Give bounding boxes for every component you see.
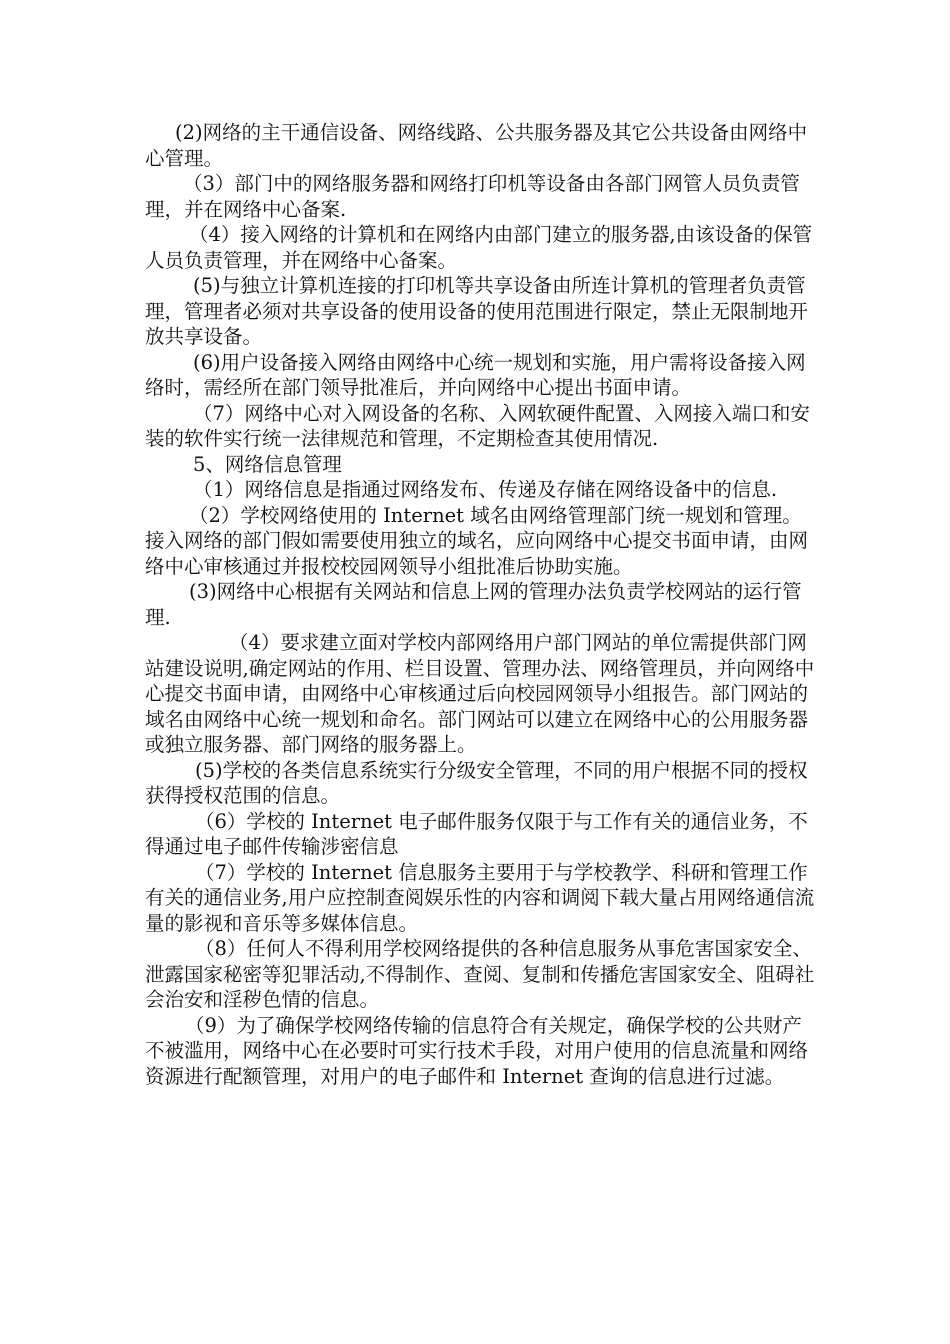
- paragraph-website-operation: (3)网络中心根据有关网站和信息上网的管理办法负责学校网站的运行管理.: [145, 580, 802, 629]
- paragraph-network-backbone: (2)网络的主干通信设备、网络线路、公共服务器及其它公共设备由网络中心管理。: [145, 121, 808, 170]
- paragraph-prohibited-activities: （8）任何人不得利用学校网络提供的各种信息服务从事危害国家安全、泄露国家秘密等犯罪活动,不得制作、查阅、复制和传播危害国家安全、阻碍社会治安和淫秽色情的信息。: [145, 937, 815, 1011]
- paragraph-department-websites: （4）要求建立面对学校内部网络用户部门网站的单位需提供部门网站建设说明,确定网站的作用、栏目设置、管理办法、网络管理员，并向网络中心提交书面申请，由网络中心审核通过后向校园网领导小组报告。部门网站的域名由网络中心统一规划和命名。部门网站可以建立在网络中心的公用服务器或独立服务器、部门网络的服务器上。: [145, 631, 815, 756]
- paragraph-department-servers: （3）部门中的网络服务器和网络打印机等设备由各部门网管人员负责管理，并在网络中心备案.: [145, 172, 800, 221]
- document-body: [145, 120, 815, 1089]
- section-heading-info-management: 5、网络信息管理: [193, 452, 342, 476]
- paragraph-domain-names: （2）学校网络使用的 Internet 域名由网络管理部门统一规划和管理。接入网络的部门假如需要使用独立的域名，应向网络中心提交书面申请，由网络中心审核通过并报校校园网领导小组批准后协助实施。: [145, 503, 809, 578]
- paragraph-device-access: (6)用户设备接入网络由网络中心统一规划和实施，用户需将设备接入网络时，需经所在部门领导批准后，并向网络中心提出书面申请。: [145, 350, 806, 399]
- paragraph-traffic-filtering: （9）为了确保学校网络传输的信息符合有关规定，确保学校的公共财产不被滥用，网络中心在必要时可实行技术手段，对用户使用的信息流量和网络资源进行配额管理，对用户的电子邮件和 Internet 查询的信息进行过滤。: [145, 1013, 809, 1088]
- paragraph-shared-devices: (5)与独立计算机连接的打印机等共享设备由所连计算机的管理者负责管理，管理者必须对共享设备的使用设备的使用范围进行限定，禁止无限制地开放共享设备。: [145, 274, 809, 348]
- paragraph-internet-service: （7）学校的 Internet 信息服务主要用于与学校教学、科研和管理工作有关的通信业务,用户应控制查阅娱乐性的内容和调阅下载大量占用网络通信流量的影视和音乐等多媒体信息。: [145, 860, 815, 935]
- paragraph-device-config: （7）网络中心对入网设备的名称、入网软硬件配置、入网接入端口和安装的软件实行统一法律规范和管理，不定期检查其使用情况.: [145, 401, 810, 450]
- paragraph-email-service: （6）学校的 Internet 电子邮件服务仅限于与工作有关的通信业务，不得通过电子邮件传输涉密信息: [145, 809, 808, 858]
- paragraph-info-definition: （1）网络信息是指通过网络发布、传递及存储在网络设备中的信息.: [193, 478, 778, 501]
- paragraph-connected-computers: （4）接入网络的计算机和在网络内由部门建立的服务器,由该设备的保管人员负责管理，并在网络中心备案。: [145, 223, 813, 272]
- paragraph-security-levels: (5)学校的各类信息系统实行分级安全管理，不同的用户根据不同的授权获得授权范围的信息。: [145, 758, 808, 807]
